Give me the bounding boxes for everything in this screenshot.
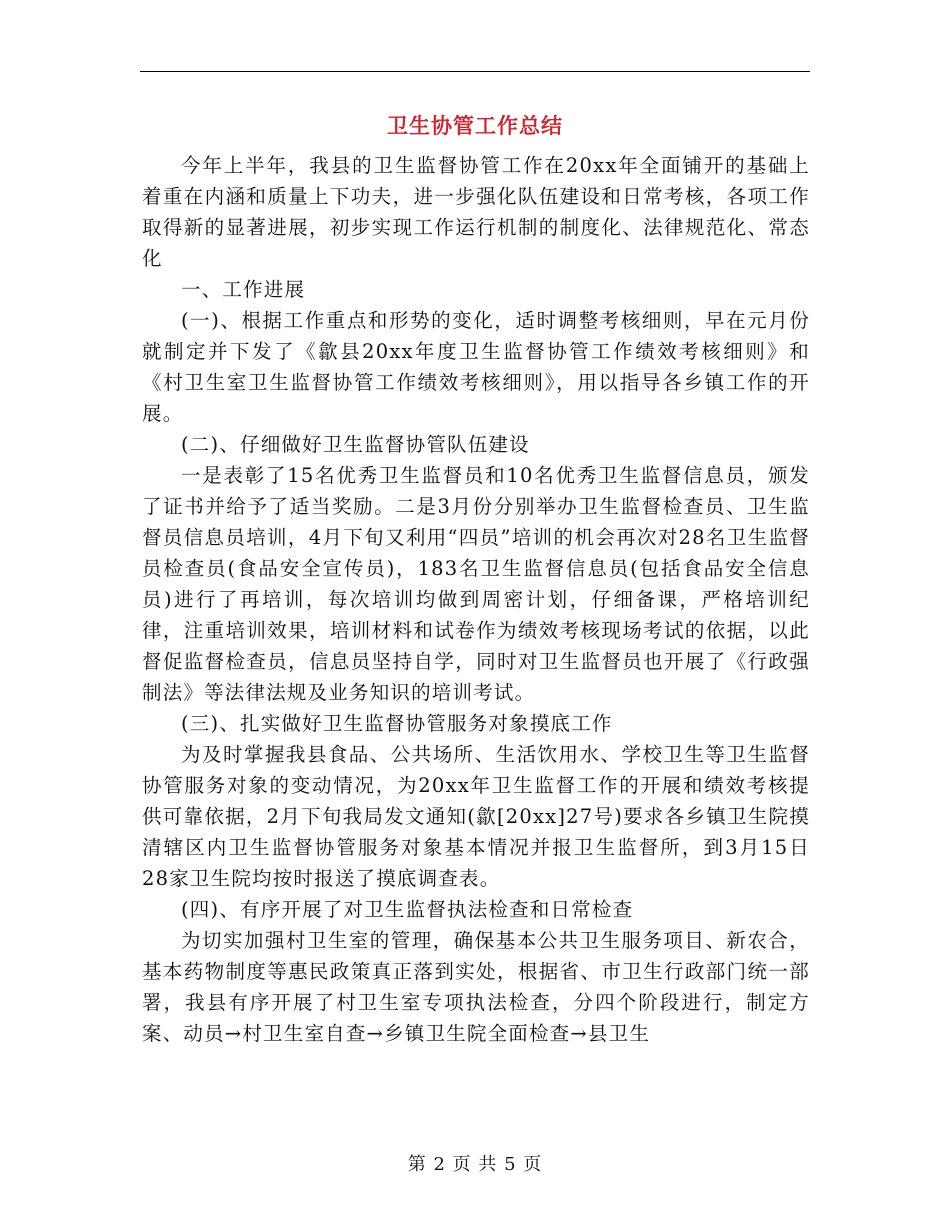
page-number-footer: 第 2 页 共 5 页 bbox=[407, 1154, 543, 1175]
subsection-2-paragraph: 一是表彰了15名优秀卫生监督员和10名优秀卫生监督信息员，颁发了证书并给予了适当奖励。二是3月份分别举办卫生监督检查员、卫生监督员信息员培训，4月下旬又利用“四员”培训的机会再次对28名卫生监督员检查员(食品安全宣传员)，183名卫生监督信息员(包括食品安全信息员)进行了再培训，每次培训均做到周密计划，仔细备课，严格培训纪律，注重培训效果，培训材料和试卷作为绩效考核现场考试的依据，以此督促监督检查员，信息员坚持自学，同时对卫生监督员也开展了《行政强制法》等法律法规及业务知识的培训考试。 bbox=[142, 464, 810, 704]
subsection-3-heading: (三)、扎实做好卫生监督协管服务对象摸底工作 bbox=[181, 712, 613, 735]
document-title: 卫生协管工作总结 bbox=[387, 113, 563, 138]
subsection-3-paragraph: 为及时掌握我县食品、公共场所、生活饮用水、学校卫生等卫生监督协管服务对象的变动情况，为20xx年卫生监督工作的开展和绩效考核提供可靠依据，2月下旬我局发文通知(歙[20xx]27号)要求各乡镇卫生院摸清辖区内卫生监督协管服务对象基本情况并报卫生监督所，到3月15日28家卫生院均按时报送了摸底调查表。 bbox=[142, 743, 810, 890]
intro-paragraph: 今年上半年，我县的卫生监督协管工作在20xx年全面铺开的基础上着重在内涵和质量上下功夫，进一步强化队伍建设和日常考核，各项工作取得新的显著进展，初步实现工作运行机制的制度化、法律规范化、常态化 bbox=[142, 154, 810, 270]
subsection-2-heading: (二)、仔细做好卫生监督协管队伍建设 bbox=[181, 433, 530, 456]
document-body bbox=[142, 150, 810, 1049]
header-rule bbox=[140, 71, 810, 72]
subsection-4-heading: (四)、有序开展了对卫生监督执法检查和日常检查 bbox=[181, 898, 634, 921]
subsection-4-paragraph: 为切实加强村卫生室的管理，确保基本公共卫生服务项目、新农合，基本药物制度等惠民政策真正落到实处，根据省、市卫生行政部门统一部署，我县有序开展了村卫生室专项执法检查，分四个阶段进行，制定方案、动员→村卫生室自查→乡镇卫生院全面检查→县卫生 bbox=[142, 929, 810, 1045]
subsection-1-paragraph: (一)、根据工作重点和形势的变化，适时调整考核细则，早在元月份就制定并下发了《歙县20xx年度卫生监督协管工作绩效考核细则》和《村卫生室卫生监督协管工作绩效考核细则》，用以指导各乡镇工作的开展。 bbox=[142, 309, 810, 425]
section-heading-work-progress: 一、工作进展 bbox=[181, 278, 306, 301]
